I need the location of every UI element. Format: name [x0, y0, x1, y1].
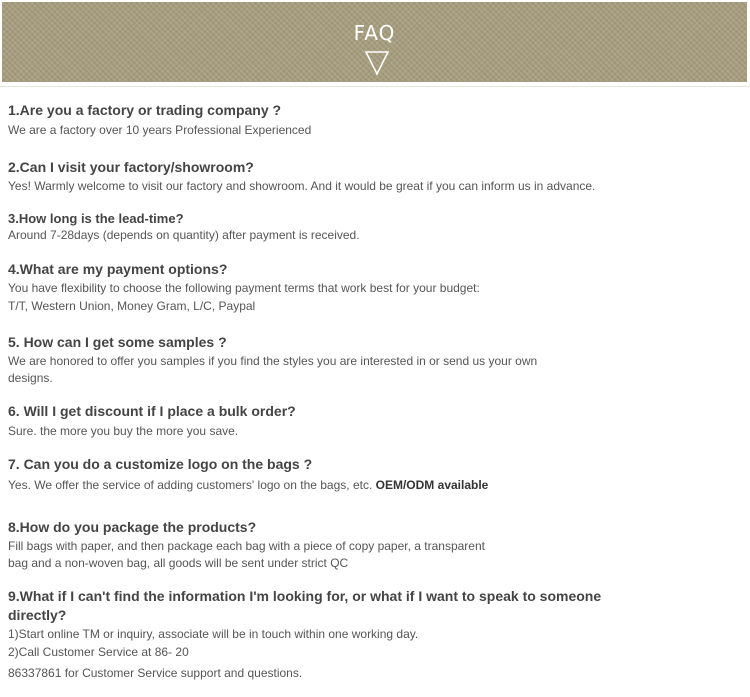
- faq-answer-8-line-1: Fill bags with paper, and then package each bag with a piece of copy paper, a transparent: [8, 539, 485, 553]
- faq-answer-6: Sure. the more you buy the more you save.: [8, 424, 239, 438]
- faq-question-8: 8.How do you package the products?: [8, 519, 257, 535]
- faq-question-2: 2.Can I visit your factory/showroom?: [8, 159, 254, 175]
- faq-question-9-line-2: directly?: [8, 607, 67, 623]
- divider: [0, 86, 750, 87]
- faq-banner: [2, 2, 747, 82]
- faq-question-7: 7. Can you do a customize logo on the bags ?: [8, 456, 313, 472]
- triangle-down-outline-icon: [364, 50, 390, 76]
- faq-answer-5-line-1: We are honored to offer you samples if you find the styles you are interested in or send us your own: [8, 354, 538, 368]
- faq-answer-4-line-2: T/T, Western Union, Money Gram, L/C, Paypal: [8, 299, 256, 313]
- faq-answer-4-line-1: You have flexibility to choose the following payment terms that work best for your budget:: [8, 281, 480, 295]
- faq-title: FAQ: [353, 21, 396, 45]
- faq-answer-9-line-1: 1)Start online TM or inquiry, associate will be in touch within one working day.: [8, 627, 419, 641]
- faq-answer-2: Yes! Warmly welcome to visit our factory and showroom. And it would be great if you can inform us in advance.: [8, 179, 596, 193]
- faq-question-6: 6. Will I get discount if I place a bulk order?: [8, 403, 296, 419]
- faq-answer-8-line-2: bag and a non-woven bag, all goods will be sent under strict QC: [8, 556, 349, 570]
- faq-answer-9-line-3: 86337861 for Customer Service support and questions.: [8, 666, 303, 680]
- faq-question-4: 4.What are my payment options?: [8, 261, 228, 277]
- faq-answer-3: Around 7-28days (depends on quantity) after payment is received.: [8, 228, 360, 242]
- faq-question-3: 3.How long is the lead-time?: [8, 211, 184, 226]
- faq-answer-9-line-2: 2)Call Customer Service at 86- 20: [8, 645, 189, 659]
- faq-answer-1: We are a factory over 10 years Professional Experienced: [8, 123, 312, 137]
- oem-odm-label: OEM/ODM available: [375, 478, 489, 492]
- faq-question-1: 1.Are you a factory or trading company ?: [8, 102, 282, 118]
- faq-question-9-line-1: 9.What if I can't find the information I'm looking for, or what if I want to speak to someone: [8, 588, 602, 604]
- faq-question-5: 5. How can I get some samples ?: [8, 334, 227, 350]
- faq-answer-5-line-2: designs.: [8, 371, 53, 385]
- faq-answer-7: [8, 477, 488, 494]
- faq-answer-7-text: Yes. We offer the service of adding customers' logo on the bags, etc.: [8, 478, 373, 492]
